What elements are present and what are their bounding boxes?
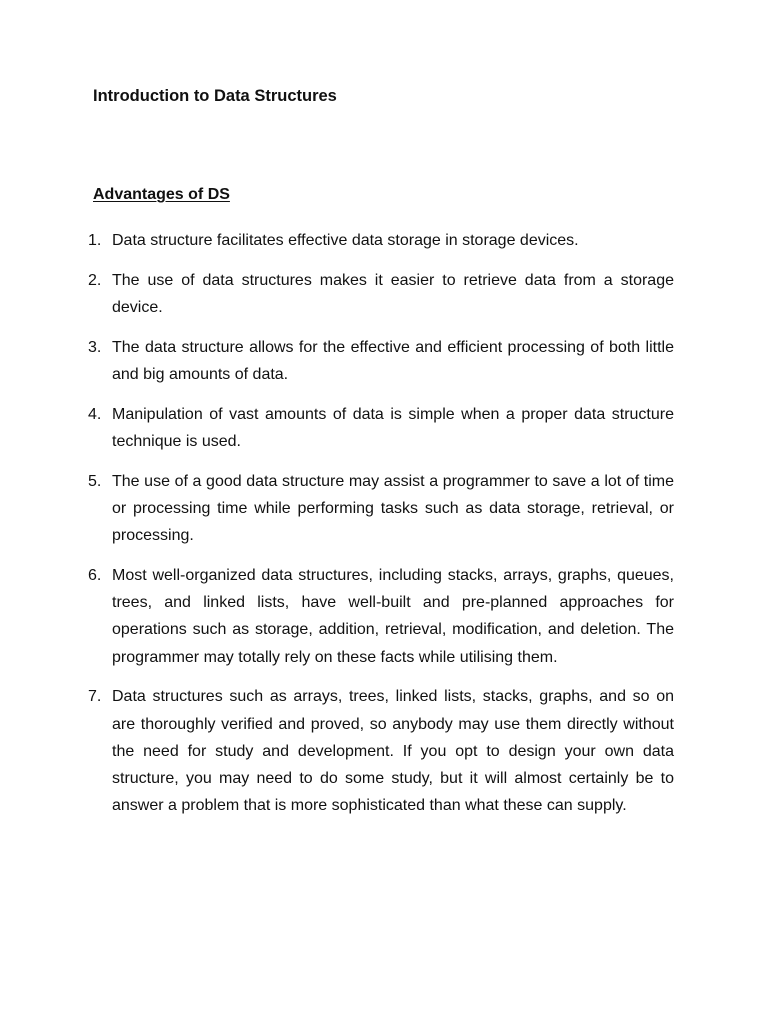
list-item (88, 334, 674, 388)
list-item (88, 562, 674, 671)
list-item (88, 683, 674, 819)
advantages-list (88, 227, 674, 832)
list-item-text: The data structure allows for the effective and efficient processing of both little and big amounts of data. (112, 338, 674, 383)
list-item-text: Manipulation of vast amounts of data is simple when a proper data structure technique is used. (112, 405, 674, 450)
list-item (88, 468, 674, 550)
list-item (88, 267, 674, 321)
list-item-text: Data structure facilitates effective data storage in storage devices. (112, 232, 579, 249)
list-item-text: Data structures such as arrays, trees, linked lists, stacks, graphs, and so on are thoroughly verified and proved, so anybody may use them directly without the need for study and development. If you opt to design your own data structure, you may need to do some study, but it will almost certainly be to answer a problem that is more sophisticated than what these can supply. (112, 688, 674, 815)
list-item-number: 1. (88, 232, 102, 249)
list-item-number: 3. (88, 338, 102, 356)
list-item (88, 401, 674, 455)
list-item-number: 6. (88, 567, 102, 584)
list-item-text: The use of data structures makes it easier to retrieve data from a storage device. (112, 271, 674, 316)
section-heading-advantages: Advantages of DS (93, 186, 230, 203)
list-item-number: 7. (88, 688, 102, 706)
list-item-number: 2. (88, 271, 102, 289)
list-item-text: The use of a good data structure may assist a programmer to save a lot of time or processing time while performing tasks such as data storage, retrieval, or processing. (112, 472, 674, 545)
document-title: Introduction to Data Structures (93, 87, 337, 105)
list-item (88, 227, 674, 254)
list-item-number: 4. (88, 405, 102, 423)
list-item-text: Most well-organized data structures, including stacks, arrays, graphs, queues, trees, and linked lists, have well-built and pre-planned approaches for operations such as storage, addition, retrieval, modification, and deletion. The programmer may totally rely on these facts while utilising them. (112, 567, 674, 666)
list-item-number: 5. (88, 472, 102, 490)
